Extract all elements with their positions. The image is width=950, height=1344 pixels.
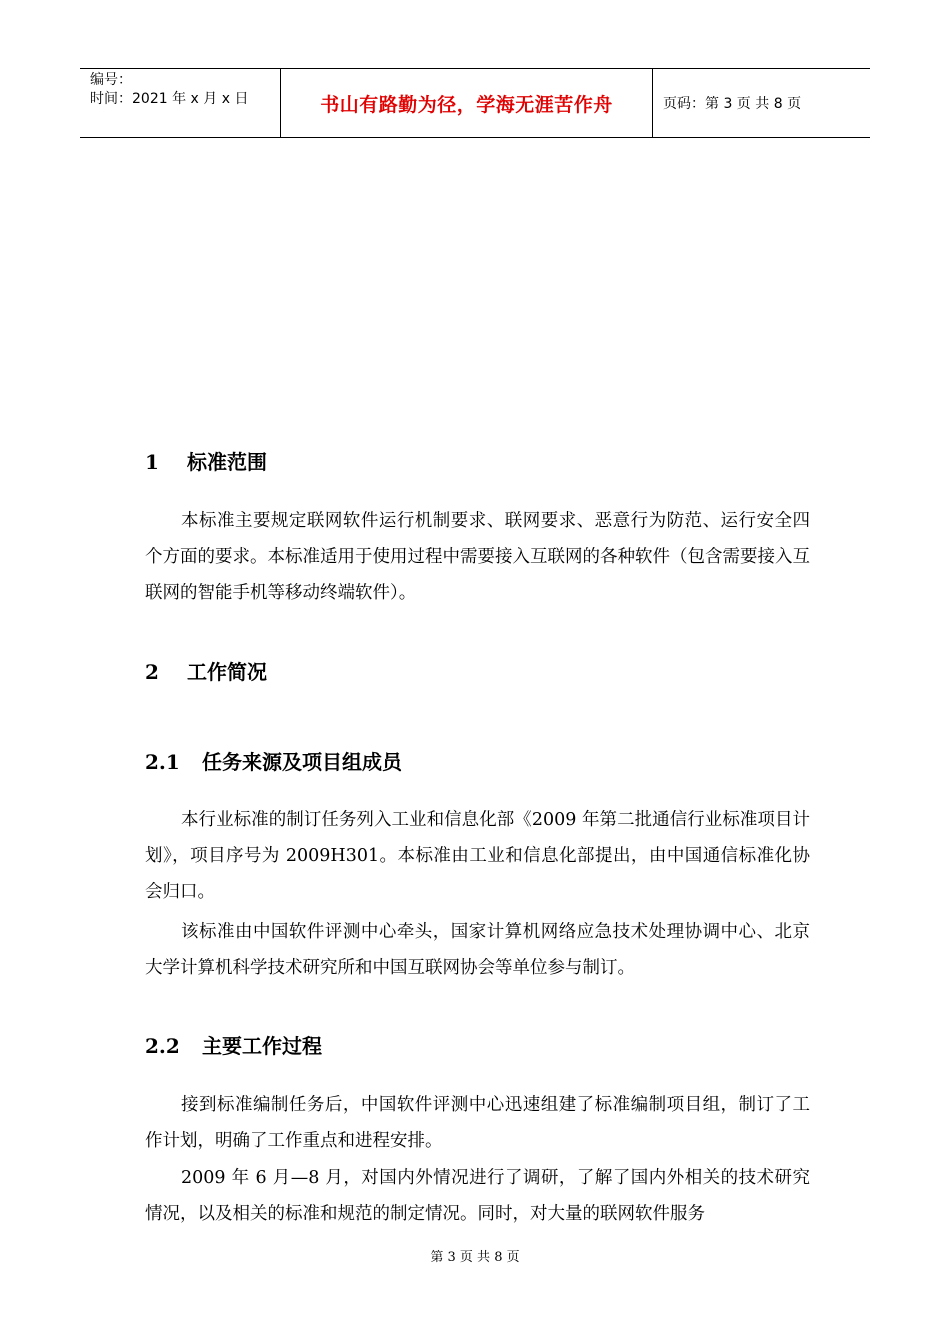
section-heading-2-2 (145, 1030, 322, 1059)
section-title: 主要工作过程 (202, 1034, 322, 1058)
document-time: 时间：2021 年 x 月 x 日 (90, 91, 249, 107)
paragraph: 2009 年 6 月—8 月，对国内外情况进行了调研，了解了国内外相关的技术研究情况，以及相关的标准和规范的制定情况。同时，对大量的联网软件服务 (145, 1168, 810, 1224)
page-footer: 第 3 页 共 8 页 (430, 1250, 520, 1265)
section-heading-1 (145, 446, 267, 475)
section-number: 2 (145, 660, 159, 684)
header-page-info: 页码：第 3 页 共 8 页 (663, 96, 802, 112)
section-heading-2 (145, 656, 267, 685)
section-heading-2-1 (145, 746, 402, 775)
paragraph: 接到标准编制任务后，中国软件评测中心迅速组建了标准编制项目组，制订了工作计划，明确了工作重点和进程安排。 (145, 1095, 810, 1151)
section-title: 工作简况 (187, 660, 267, 684)
section-title: 任务来源及项目组成员 (202, 750, 402, 774)
paragraph: 本标准主要规定联网软件运行机制要求、联网要求、恶意行为防范、运行安全四个方面的要求。本标准适用于使用过程中需要接入互联网的各种软件（包含需要接入互联网的智能手机等移动终端软件）。 (145, 511, 810, 603)
section-number: 2.1 (145, 750, 180, 774)
section-title: 标准范围 (187, 450, 267, 474)
paragraph: 本行业标准的制订任务列入工业和信息化部《2009 年第二批通信行业标准项目计划》，项目序号为 2009H301。本标准由工业和信息化部提出，由中国通信标准化协会归口。 (145, 810, 810, 902)
header-meta (80, 69, 281, 137)
paragraph: 该标准由中国软件评测中心牵头，国家计算机网络应急技术处理协调中心、北京大学计算机科学技术研究所和中国互联网协会等单位参与制订。 (145, 922, 810, 978)
section-number: 2.2 (145, 1034, 180, 1058)
section-number: 1 (145, 450, 159, 474)
page-header (80, 68, 870, 138)
document-number: 编号： (90, 72, 132, 88)
header-motto: 书山有路勤为径，学海无涯苦作舟 (281, 69, 653, 137)
